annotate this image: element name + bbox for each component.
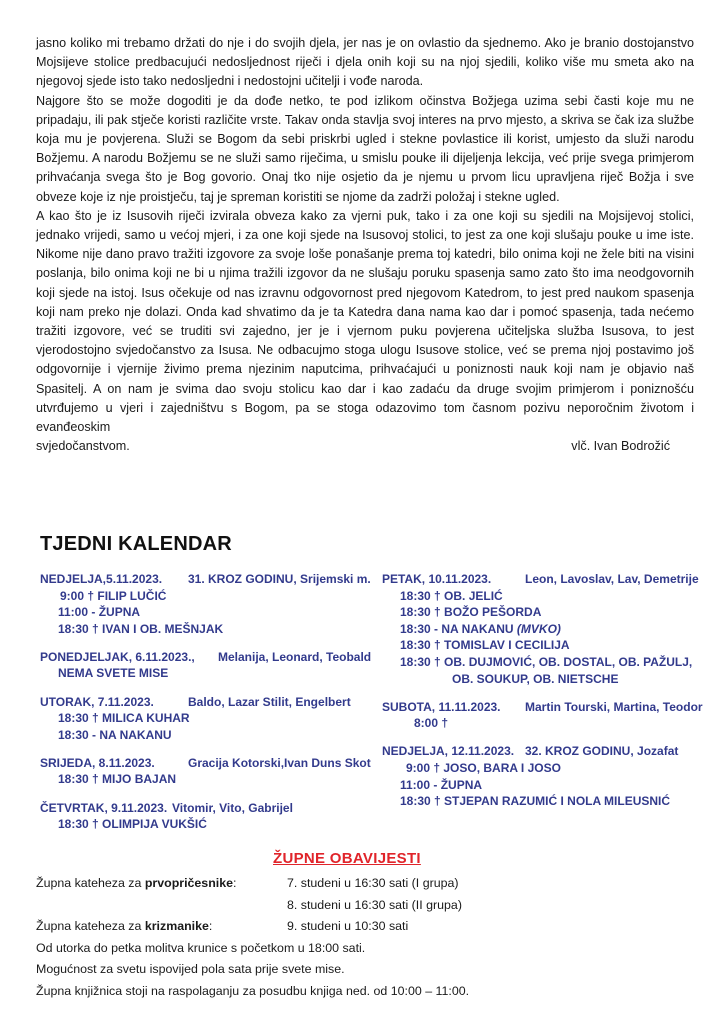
- mass-intention: 18:30 † IVAN I OB. MEŠNJAK: [58, 621, 224, 636]
- calendar-day: [40, 649, 370, 682]
- mass-intention: 18:30 † STJEPAN RAZUMIĆ I NOLA MILEUSNIĆ: [400, 794, 671, 809]
- mass-intention: 18:30 † OB. JELIĆ: [400, 588, 503, 603]
- article-paragraph-2: Najgore što se može dogoditi je da dođe netko, te pod izlikom očinstva Božjega uzima sebi časti koje mu ne pripadaju, ili pak stječe koristi različite vrste. Takav onda stavlja svoj interes na prvo mjesto, a skriva se čak iza službe koja mu je povjerena. Služi se Bogom da sebi priskrbi ugled i stekne povlastice ili korist, umjesto da služi narodu Božjemu. A narodu Božjemu se ne služi samo riječima, u smislu pouke ili dijeljenja lekcija, već prije svega primjerom prihvaćanja svega što je Bog govorio. Onaj tko nije osjetio da je njemu u prvom licu upravljena riječ Božja i sve obveze koje iz nje proistječu, taj je spreman koristiti se njome da zadrži položaj i stekne ugled.: [36, 93, 694, 204]
- parish-notices: [36, 873, 696, 1002]
- catechesis-row: [36, 916, 696, 938]
- calendar-day-date: PONEDJELJAK, 6.11.2023.,: [40, 649, 195, 664]
- catechesis-prefix: Župna kateheza za: [36, 919, 145, 933]
- mass-intention: 9:00 † FILIP LUČIĆ: [60, 588, 167, 603]
- calendar-day-saints: Vitomir, Vito, Gabrijel: [172, 800, 293, 815]
- calendar-left-column: [40, 571, 370, 844]
- calendar-day-saints: Martin Tourski, Martina, Teodor: [525, 699, 703, 714]
- calendar-day: [382, 571, 702, 687]
- calendar-day-date: SUBOTA, 11.11.2023.: [382, 699, 501, 714]
- mass-intention: 18:30 † MILICA KUHAR: [58, 711, 190, 726]
- parish-notices-title: ŽUPNE OBAVIJESTI: [273, 850, 421, 867]
- mass-intention: 9:00 † JOSO, BARA I JOSO: [406, 760, 561, 775]
- mass-intention: 18:30 † OLIMPIJA VUKŠIĆ: [58, 817, 207, 832]
- calendar-day-saints: 32. KROZ GODINU, Jozafat: [525, 744, 679, 759]
- calendar-day-saints: 31. KROZ GODINU, Srijemski m.: [188, 572, 371, 586]
- calendar-day: [40, 571, 370, 637]
- mass-intention: 11:00 - ŽUPNA: [58, 605, 141, 620]
- calendar-day: [40, 694, 370, 744]
- catechesis-suffix: :: [208, 919, 213, 933]
- mass-intention: 11:00 - ŽUPNA: [400, 777, 483, 792]
- weekly-calendar-title: TJEDNI KALENDAR: [40, 533, 232, 555]
- mass-intention: 18:30 † MIJO BAJAN: [58, 772, 177, 787]
- catechesis-group: prvopričesnike: [144, 876, 233, 890]
- calendar-day-header: [40, 755, 370, 772]
- calendar-day: [382, 699, 702, 732]
- mass-intention: NEMA SVETE MISE: [58, 666, 169, 681]
- calendar-day: [40, 755, 370, 788]
- calendar-day-date: NEDJELJA,5.11.2023.: [40, 572, 163, 586]
- calendar-day-header: [382, 699, 702, 716]
- calendar-day-header: [40, 694, 370, 711]
- catechesis-row: [36, 873, 696, 895]
- notice-line: Župna knjižnica stoji na raspolaganju za posudbu knjiga ned. od 10:00 – 11:00.: [36, 983, 470, 998]
- article-paragraph-3: A kao što je iz Isusovih riječi izvirala obveza kako za vjerni puk, tako i za one koji su sjedili na Mojsijevoj stolici, jednako vrijedi, samo u većoj mjeri, i za one koji sjede na Isusovoj stolici, to jest za one koji slušaju pouke u ime iste. Nikome nije dano pravo tražiti izgovore za svoje loše ponašanje prema toj katedri, bilo onima koji ne žele biti na visini poslanja, bilo onima koji ne bi u njima tražili izgovor da ne slušaju poruku spasenja samo zato što ima neodgovornih koji sjede na istoj. Isus očekuje od nas izravnu odgovornost pred njegovom Katedrom, to jest pred naukom spasenja koji nam preko nje dolazi. Onda kad shvatimo da je ta Katedra dana nama kao dar i pomoć spasenja, tada nećemo tražiti izgovore, već se truditi svi zajedno, jer je i vjernom puku povjerena učiteljska služba Isusova, to jest vjerodostojno svjedočanstvo za Isusa. Ne odbacujmo stoga ulogu Isusove stolice, već se prema njoj postavimo još odgovornije i vjernije živimo prema njezinim naputcima, prihvaćajući u poniznosti nauk koji nam je objavio naš Spasitelj. A on nam je svima dao svoju stolicu kao dar i kao zadaću da druge svojim primjerom i poniznošću utvrđujemo u vjeri i zajedništvu s Bogom, pa se stoga odazovimo tom časnom pozivu neporočnim životom i evanđeoskim: [36, 208, 694, 435]
- catechesis-row: [36, 895, 696, 917]
- catechesis-prefix: Župna kateheza za: [36, 876, 145, 890]
- mass-intention: 18:30 † TOMISLAV I CECILIJA: [400, 638, 570, 653]
- calendar-day-saints: Gracija Kotorski,Ivan Duns Skot: [188, 755, 371, 770]
- calendar-day-header: [40, 649, 370, 666]
- calendar-day: [40, 800, 370, 833]
- mass-intention: 18:30 † BOŽO PEŠORDA: [400, 605, 542, 620]
- mass-intention: 18:30 - NA NAKANU: [58, 727, 172, 742]
- calendar-day-saints: Melanija, Leonard, Teobald: [218, 649, 372, 664]
- calendar-right-column: [382, 571, 702, 821]
- calendar-day: [382, 743, 702, 809]
- calendar-day-saints: Leon, Lavoslav, Lav, Demetrije: [525, 572, 699, 586]
- calendar-day-header: [382, 571, 702, 588]
- article-last-line: svjedočanstvom.: [36, 439, 130, 454]
- calendar-day-header: [40, 571, 370, 588]
- calendar-day-date: UTORAK, 7.11.2023.: [40, 694, 154, 709]
- calendar-day-header: [382, 743, 702, 760]
- catechesis-group: krizmanike: [144, 919, 209, 933]
- mass-intention: 18:30 † OB. DUJMOVIĆ, OB. DOSTAL, OB. PAŽULJ,: [400, 654, 693, 669]
- mass-intention: 18:30 - NA NAKANU (MVKO): [400, 621, 561, 636]
- article-paragraph-1: jasno koliko mi trebamo držati do nje i do svojih djela, jer nas je on ovlastio da sjednemo. Ako je branio dostojanstvo Mojsijeve stolice predbacujući nedosljednost riječi i djela onih koji su na njoj sjedili, koliko više mu smeta ako na njegovoj sjede isto tako nedosljedni i nedostojni učitelji i vođe naroda.: [36, 36, 694, 89]
- catechesis-time: 7. studeni u 16:30 sati (I grupa): [287, 876, 459, 890]
- calendar-day-date: NEDJELJA, 12.11.2023.: [382, 744, 515, 759]
- homily-article: [36, 34, 694, 456]
- calendar-day-saints: Baldo, Lazar Stilit, Engelbert: [188, 694, 351, 709]
- catechesis-time: 8. studeni u 16:30 sati (II grupa): [287, 897, 462, 912]
- notice-line: Od utorka do petka molitva krunice s početkom u 18:00 sati.: [36, 940, 366, 955]
- notice-line: Mogućnost za svetu ispovijed pola sata prije svete mise.: [36, 962, 345, 976]
- calendar-day-date: SRIJEDA, 8.11.2023.: [40, 755, 155, 770]
- article-closing-line: [36, 437, 694, 456]
- catechesis-time: 9. studeni u 10:30 sati: [287, 919, 409, 933]
- calendar-day-date: ČETVRTAK, 9.11.2023.: [40, 800, 168, 815]
- mass-intention: 8:00 †: [414, 716, 449, 731]
- calendar-day-date: PETAK, 10.11.2023.: [382, 572, 492, 586]
- mass-intention: OB. SOUKUP, OB. NIETSCHE: [452, 671, 619, 686]
- calendar-day-header: [40, 800, 370, 817]
- author-signature: vlč. Ivan Bodrožić: [571, 439, 670, 454]
- catechesis-suffix: :: [233, 876, 237, 890]
